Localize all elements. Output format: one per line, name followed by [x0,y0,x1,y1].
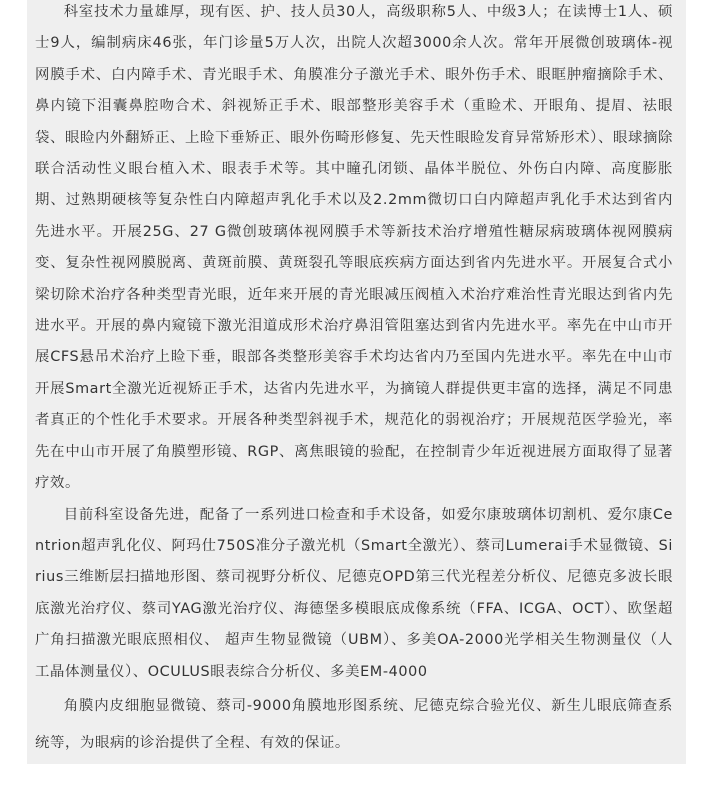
article-card [27,0,686,764]
paragraph-equipment [35,500,673,762]
paragraph-equipment-text: 目前科室设备先进，配备了一系列进口检查和手术设备，如爱尔康玻璃体切割机、爱尔康Centrion超声乳化仪、阿玛仕750S准分子激光机（Smart全激光）、蔡司Lumerai手术显微镜、Sirius三维断层扫描地形图、蔡司视野分析仪、尼德克OPD第三代光程差分析仪、尼德克多波长眼底激光治疗仪、蔡司YAG激光治疗仪、海德堡多模眼底成像系统（FFA、ICGA、OCT）、欧堡超广角扫描激光眼底照相仪、 超声生物显微镜（UBM）、多美OA-2000光学相关生物测量仪（人工晶体测量仪）、OCULUS眼表综合分析仪、多美EM-4000 [35,506,673,680]
paragraph-department-overview: 科室技术力量雄厚，现有医、护、技人员30人，高级职称5人、中级3人；在读博士1人、硕士9人，编制病床46张，年门诊量5万人次，出院人次超3000余人次。常年开展微创玻璃体-视网膜手术、白内障手术、青光眼手术、角膜准分子激光手术、眼外伤手术、眼眶肿瘤摘除手术、鼻内镜下泪囊鼻腔吻合术、斜视矫正手术、眼部整形美容手术（重睑术、开眼角、提眉、祛眼袋、眼睑内外翻矫正、上睑下垂矫正、眼外伤畸形修复、先天性眼睑发育异常矫形术）、眼球摘除联合活动性义眼台植入术、眼表手术等。其中瞳孔闭锁、晶体半脱位、外伤白内障、高度膨胀期、过熟期硬核等复杂性白内障超声乳化手术以及2.2mm微切口白内障超声乳化手术达到省内先进水平。开展25G、27 G微创玻璃体视网膜手术等新技术治疗增殖性糖尿病玻璃体视网膜病变、复杂性视网膜脱离、黄斑前膜、黄斑裂孔等眼底疾病方面达到省内先进水平。开展复合式小梁切除术治疗各种类型青光眼，近年来开展的青光眼减压阀植入术治疗难治性青光眼达到省内先进水平。开展的鼻内窥镜下激光泪道成形术治疗鼻泪管阻塞达到省内先进水平。率先在中山市开展CFS悬吊术治疗上睑下垂，眼部各类整形美容手术均达省内乃至国内先进水平。率先在中山市开展Smart全激光近视矫正手术，达省内先进水平，为摘镜人群提供更丰富的选择，满足不同患者真正的个性化手术要求。开展各种类型斜视手术，规范化的弱视治疗；开展规范医学验光，率先在中山市开展了角膜塑形镜、RGP、离焦眼镜的验配，在控制青少年近视进展方面取得了显著疗效。 [35,4,673,492]
paragraph-equipment-continuation: 角膜内皮细胞显微镜、蔡司-9000角膜地形图系统、尼德克综合验光仪、新生儿眼底筛查系统等，为眼病的诊治提供了全程、有效的保证。 [35,697,673,751]
